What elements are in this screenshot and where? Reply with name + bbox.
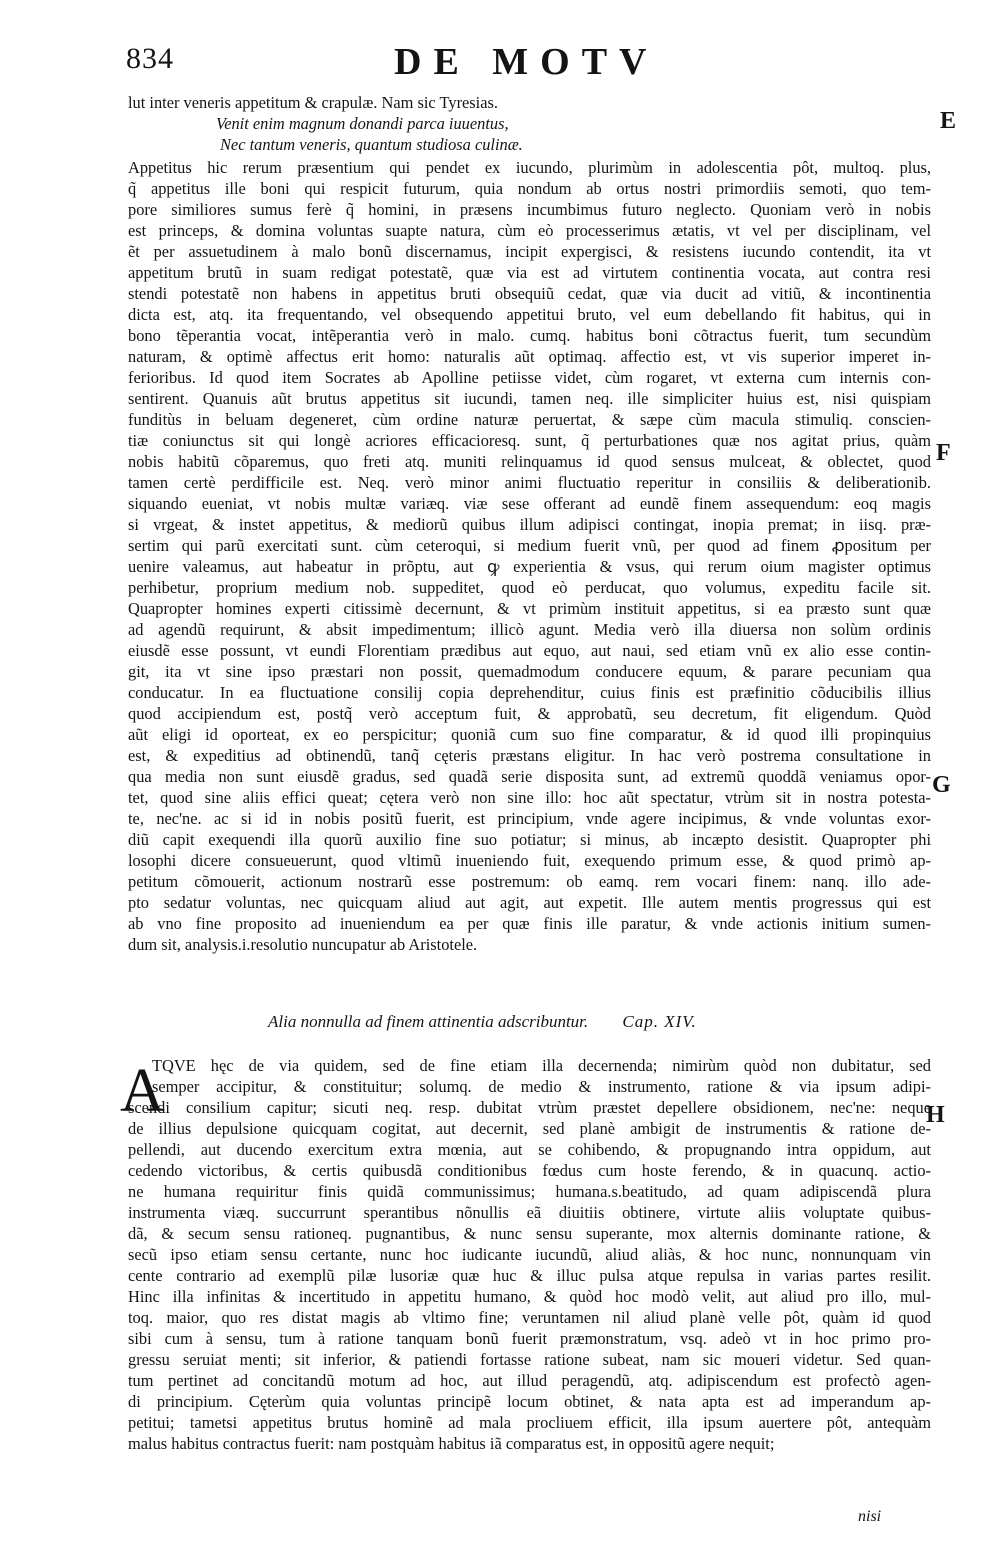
text-line: TQVE hęc de via quidem, sed de fine etiam illa decernenda; nimirùm quòd non dubitatur, sed — [152, 1056, 931, 1075]
text-line: de illius depulsione quicquam cogitat, aut decernit, sed planè ambigit de instrumentis & ratione de- — [128, 1119, 931, 1138]
text-line: Hinc illa infinitas & incertitudo in appetitu humano, & quòd hoc modò velit, aut aliud pro illo, mul- — [128, 1287, 931, 1306]
text-line: dã, & secum sensu rationeq. pugnantibus, & nunc sensu superante, mox alternis dominante ratione, & — [128, 1224, 931, 1243]
text-line: ab vno fine proposito ad inueniendum ea per quæ finis ille paratur, & vnde actionis initium sumen- — [128, 914, 931, 933]
text-line: diũ capit exequendi illa quorũ auxilio fine suo potiatur; si minus, ab incæpto desistit. Quapropter phi — [128, 830, 931, 849]
text-line: dicta est, atq. ita frequentando, vel obsequendo appetitui bruto, vel eum debellando fit habitus, qui in — [128, 305, 931, 324]
margin-letter-g: G — [932, 772, 951, 798]
text-line: Appetitus hic rerum præsentium qui pendet ex iucundo, plurimùm in adolescentia pôt, multoq. plus, — [128, 158, 931, 177]
catchword: nisi — [858, 1508, 882, 1525]
text-line: di principium. Cęterùm quia voluntas principẽ locum obtinet, & nata apta est ad imperandum ap- — [128, 1392, 931, 1411]
text-line: bono tẽperantia vocat, intẽperantia verò in malo. cumq. habitus boni cõtractus fuerit, tum secundùm — [128, 326, 931, 345]
text-line: instrumenta viæq. succurrunt sperantibus nõnullis eã diuitiis obtinere, virtute aliis voluptate quibus- — [128, 1203, 931, 1222]
text-line: est, & expeditius ad obtinendũ, tanq̃ cęteris præstans eligitur. In hac verò postrema consultatione in — [128, 746, 931, 765]
text-line: conducatur. In ea fluctuatione consilij copia deprehenditur, cuius finis est præfinitio cõducibilis illius — [128, 683, 931, 702]
text-line: sertim qui parũ exercitati sunt. cùm ceteroqui, si medium fuerit vnũ, per quod ad finem ꝓpositum per — [128, 536, 931, 555]
text-line: aũt eligi id oporteat, ex eo perspicitur; quoniã cum suo fine comparatur, & id quod illi propinquius — [128, 725, 931, 744]
text-line: malus habitus contractus fuerit: nam postquàm habitus iã comparatus est, in oppositũ agere nequit; — [128, 1434, 775, 1453]
text-line: ad agendũ requirunt, & absit impedimentum; illicò agunt. Media verò illa diuersa non solùm ordinis — [128, 620, 931, 639]
text-line: petitum cõmouerit, actionum nostrarũ esse postremum: ob eamq. rem vocari finem: nanq. illo ade- — [128, 872, 931, 891]
text-line: q̃ appetitus ille boni qui respicit futurum, quia nondum ab ortus nostri primordiis semoti, quo tem- — [128, 179, 931, 198]
text-line: tum pertinet ad concitandũ motum ad hoc, aut illud peragendũ, atq. adipiscendum est profectò agen- — [128, 1371, 931, 1390]
text-line: Quapropter homines experti citissimè decernunt, & vt primùm instituit appetitus, si ea præsto sunt quæ — [128, 599, 931, 618]
text-line: pto sedatur voluntas, nec quicquam aliud aut agit, aut expetit. Ille autem mentis progressus qui est — [128, 893, 931, 912]
text-line: lut inter veneris appetitum & crapulæ. Nam sic Tyresias. — [128, 93, 498, 112]
text-line: te, nec'ne. ac si id in nobis positũ fuerit, est principium, vnde agere incipimus, & vnde voluntas exor- — [128, 809, 931, 828]
text-block-main — [128, 157, 931, 955]
text-line: tet, quod sine aliis effici queat; cętera verò non sine illo: hoc aũt spectatur, vtrùm sit in nostra potesta- — [128, 788, 931, 807]
text-line: appetitum brutũ in suam redigat potestatẽ, quæ via est ad virtutem continentia vocata, aut contra resi — [128, 263, 931, 282]
verse-line: Venit enim magnum donandi parca iuuentus, — [216, 114, 509, 133]
margin-letter-f: F — [936, 440, 951, 466]
text-line: naturam, & optimè affectus erit homo: naturalis aũt optimaq. affectio est, vt vis superior imperet in- — [128, 347, 931, 366]
text-line: tamen certè perdifficile est. Neq. verò minor animi fluctuatio reperitur in consiliis & deliberationib. — [128, 473, 931, 492]
text-line: ẽt per assuetudinem à malo bonũ discernamus, incipit expergisci, & resistens iucundo contendit, ita vt — [128, 242, 931, 261]
text-line: ne humana requiritur finis quidã communissimus; humana.s.beatitudo, ad quam adipiscendã plura — [128, 1182, 931, 1201]
text-line: semper accipitur, & constituitur; solumq. de medio & instrumento, ratione & via ipsum adipi- — [152, 1077, 931, 1096]
drop-capital: A — [120, 1057, 165, 1125]
chapter-number: Cap. XIV. — [622, 1012, 697, 1031]
text-line: petitui; tametsi appetitus brutus hominẽ ad mala procliuem efficit, illa ipsum auertere pôt, antequàm — [128, 1413, 931, 1432]
text-line: ferioribus. Id quod item Socrates ab Apolline petiisse videt, cùm rogaret, vt externa cum internis con- — [128, 368, 931, 387]
text-line: secũ ipso etiam sensu certante, nunc hoc iudicante iucundũ, aliud aliàs, & hoc nunc, nonnunquam vin — [128, 1245, 931, 1264]
text-line: quod accipiendum est, postq̃ verò acceptum fuit, & approbatũ, seu decretum, fit eligendum. Quòd — [128, 704, 931, 723]
text-line: funditùs in beluam degeneret, cùm ordine naturæ peruertat, & sæpe cùm macula stimuliq. conscien- — [128, 410, 931, 429]
text-block-opening — [128, 92, 931, 113]
text-line: nobis habitũ cõparemus, quo freti atq. muniti relinquamus id quod sensus mulceat, & oblectet, quod — [128, 452, 931, 471]
verse-line: Nec tantum veneris, quantum studiosa culinæ. — [220, 135, 523, 154]
text-line: losophi dicere consueuerunt, quod vltimũ inueniendo fuit, exequendo primum esse, & quod primò ap- — [128, 851, 931, 870]
text-line: scendi consilium capitur; sicuti neq. resp. dubitat vtrùm præstet depellere obsidionem, nec'ne: neque — [128, 1098, 931, 1117]
text-line: eiusdẽ esse possunt, vt eundi Florentiam prædibus aut equo, aut naui, sed etiam vnũ ex alio esse contin- — [128, 641, 931, 660]
text-line: toq. maior, quo res distat magis ab vltimo fine; veruntamen nil aliud planè velle pôt, quàm id quod — [128, 1308, 931, 1327]
running-head: DE MOTV — [394, 41, 659, 83]
text-line: tiæ coniunctus sit qui longè acriores efficacioresq. sunt, q̃ perturbationes quæ nos agitat prius, quàm — [128, 431, 931, 450]
text-line: sentirent. Quanuis aũt brutus appetitus sit iucundi, tamen neq. ille simpliciter huius est, nisi quispiam — [128, 389, 931, 408]
text-line: dum sit, analysis.i.resolutio nuncupatur ab Aristotele. — [128, 935, 478, 954]
page-header — [126, 40, 916, 86]
text-line: uenire valeamus, aut habeatur in prõptu, aut ꝙ experientia & vsus, qui rerum oium magister optimus — [128, 557, 931, 576]
text-line: siquando eueniat, vt nobis multæ variæq. viæ sese offerant ad eundẽ finem assequendum: eoq magis — [128, 494, 931, 513]
text-line: cente contrario ad exemplũ pilæ lusoriæ quæ huc & illuc pulsa atque repulsa in varias partes resilit. — [128, 1266, 931, 1285]
text-line: git, ita vt sine ipso præstari non possit, quemadmodum conducere equum, & parare pecuniam qua — [128, 662, 931, 681]
text-line: qua media non sunt eiusdẽ gradus, sed quadã serie disposita sunt, ad extremũ quoddã veniamus opor- — [128, 767, 931, 786]
text-line: stendi potestatẽ non habens in appetitus bruti obsequiũ cedat, quæ via ducit ad vitiũ, & incontinentia — [128, 284, 931, 303]
text-line: perhibetur, proprium medium nob. suppeditet, quod eò perducat, quo volumus, expeditu facile sit. — [128, 578, 931, 597]
chapter-heading — [268, 1012, 828, 1032]
chapter-title: Alia nonnulla ad finem attinentia adscribuntur. — [268, 1012, 589, 1031]
verse-quotation — [128, 113, 931, 155]
text-line: cedendo victoribus, & certis quibusdã conditionibus fœdus cum hoste ferendo, & in quacunq. actio- — [128, 1161, 931, 1180]
margin-letter-e: E — [940, 108, 957, 134]
text-block-chapter — [128, 1055, 931, 1454]
text-line: sibi cum à sensu, tum à ratione tanquam bonũ fuerit præmonstratum, vsq. adeò vt in hoc primo pro- — [128, 1329, 931, 1348]
text-line: si vrgeat, & instet appetitus, & mediorũ quibus illum adipisci contingat, inopia premat; in iisq. præ- — [128, 515, 931, 534]
margin-letter-h: H — [926, 1102, 945, 1128]
text-line: gressu seruiat menti; sit inferior, & patiendi fortasse ratione subeat, nam sic moueri videtur. Sed quan- — [128, 1350, 931, 1369]
text-line: pellendi, aut ducendo exercitum extra mœnia, aut se cohibendo, & propugnando intra oppidum, aut — [128, 1140, 931, 1159]
text-line: pore similiores sumus ferè q̃ homini, in præsens incumbimus futuro neglecto. Quoniam verò in nobis — [128, 200, 931, 219]
page-number: 834 — [126, 42, 174, 75]
text-line: est princeps, & domina voluntas suapte natura, cùm eò processerimus ætatis, vt vel per disciplinam, vel — [128, 221, 931, 240]
